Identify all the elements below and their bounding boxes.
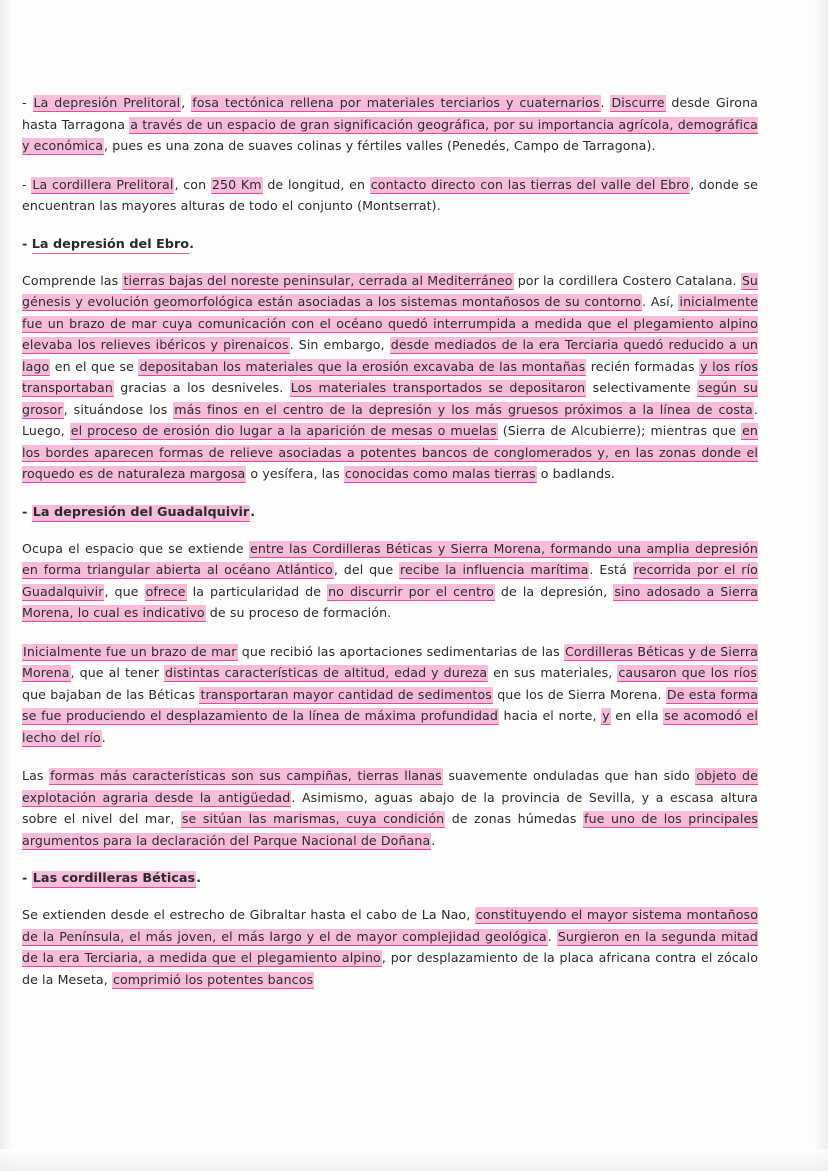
- text-run: gracias a los desniveles.: [113, 380, 290, 395]
- annotated-text-run: tierras bajas del noreste peninsular, cerrada al Mediterráneo: [123, 272, 513, 288]
- annotated-text-run: Los materiales transportados se depositaron: [290, 380, 586, 395]
- annotated-text-run: La depresión Prelitoral: [33, 95, 181, 110]
- annotated-text-run: depositaban los materiales que la erosión excavaba de las montañas: [139, 358, 586, 374]
- text-run: , por desplazamiento de la placa africana contra el zócalo de la Meseta,: [22, 950, 758, 987]
- annotated-text-run: Cordilleras Béticas y de Sierra Morena: [22, 643, 759, 680]
- text-run: , con: [174, 176, 211, 192]
- annotated-text-run: objeto de explotación agraria desde la antigüedad: [22, 768, 758, 805]
- annotated-text-run: recibe la influencia marítima: [399, 562, 589, 577]
- section-heading: [22, 868, 758, 889]
- annotated-text-run: La depresión del Guadalquivir: [32, 504, 250, 520]
- text-run: que los de Sierra Morena.: [492, 686, 666, 702]
- annotated-text-run: recorrida por el río Guadalquivir: [22, 562, 758, 599]
- text-run: Comprende las: [22, 272, 123, 288]
- text-run: . Está: [589, 562, 633, 577]
- text-run: .: [250, 504, 256, 520]
- body-paragraph: [22, 538, 758, 624]
- annotated-text-run: se acomodó el lecho del río: [22, 708, 758, 745]
- text-run: .: [189, 236, 194, 252]
- annotated-text-run: contacto directo con las tierras del valle del Ebro: [370, 176, 690, 192]
- annotated-text-run: y los ríos transportaban: [22, 358, 758, 395]
- annotated-text-run: transportaran mayor cantidad de sedimentos: [200, 686, 492, 702]
- body-paragraph: [22, 174, 758, 217]
- annotated-text-run: 250 Km: [211, 176, 262, 192]
- annotated-text-run: sino adosado a Sierra Morena, lo cual es indicativo: [22, 583, 758, 620]
- page-edge-right: [812, 0, 828, 1171]
- body-paragraph: [22, 92, 758, 157]
- text-run: Ocupa el espacio que se extiende: [22, 540, 249, 556]
- text-run: hacia el norte,: [498, 708, 602, 723]
- text-run: , del que: [333, 562, 399, 577]
- text-run: .: [196, 871, 201, 886]
- text-run: .: [600, 95, 611, 110]
- text-run: , situándose los: [63, 401, 174, 417]
- text-run: o badlands.: [536, 466, 616, 481]
- annotated-text-run: constituyendo el mayor sistema montañoso de la Península, el más joven, el más largo y el de mayor complejidad geológica: [22, 907, 758, 944]
- annotated-text-run: La cordillera Prelitoral: [32, 176, 174, 192]
- text-run: que bajaban de las Béticas: [22, 686, 200, 702]
- annotated-text-run: más finos en el centro de la depresión y los más gruesos próximos a la línea de costa: [174, 401, 753, 417]
- text-run: -: [22, 95, 33, 110]
- annotated-text-run: no discurrir por el centro: [328, 583, 494, 599]
- text-run: Se extienden desde el estrecho de Gibraltar hasta el cabo de La Nao,: [22, 907, 475, 922]
- text-run: -: [22, 504, 32, 520]
- document-body: [22, 92, 758, 1007]
- text-run: de longitud, en: [262, 176, 370, 192]
- text-run: en sus materiales,: [488, 665, 618, 680]
- text-run: selectivamente: [586, 380, 698, 395]
- text-run: . Asimismo, aguas abajo de la provincia de Sevilla, y a escasa altura sobre el nivel del mar,: [22, 789, 758, 826]
- text-run: . Sin embargo,: [289, 337, 390, 352]
- annotated-text-run: y: [602, 708, 610, 723]
- annotated-text-run: el proceso de erosión dio lugar a la aparición de mesas o muelas: [70, 423, 497, 438]
- text-run: , que al tener: [70, 665, 165, 680]
- text-run: (Sierra de Alcubierre); mientras que: [497, 423, 742, 438]
- text-run: -: [22, 176, 32, 192]
- text-run: -: [22, 871, 32, 886]
- annotated-text-run: causaron que los ríos: [618, 665, 757, 680]
- annotated-text-run: a través de un espacio de gran significación geográfica, por su importancia agrícola, demográfica y económica: [22, 116, 758, 153]
- text-run: , que: [104, 583, 145, 599]
- text-run: de la depresión,: [494, 583, 614, 599]
- annotated-text-run: conocidas como malas tierras: [344, 466, 536, 481]
- text-run: por la cordillera Costero Catalana.: [513, 272, 741, 288]
- text-run: que recibió las aportaciones sedimentarias de las: [237, 643, 564, 659]
- body-paragraph: [22, 270, 758, 485]
- text-run: o yesífera, las: [246, 466, 344, 481]
- body-paragraph: [22, 904, 758, 990]
- text-run: .: [547, 928, 557, 944]
- annotated-text-run: comprimió los potentes bancos: [112, 971, 314, 987]
- annotated-text-run: Discurre: [611, 95, 665, 110]
- annotated-text-run: La depresión del Ebro: [31, 236, 190, 252]
- text-run: de su proceso de formación.: [205, 605, 392, 620]
- text-run: de zonas húmedas: [445, 811, 584, 826]
- text-run: .: [101, 729, 106, 745]
- annotated-text-run: en los bordes aparecen formas de relieve asociadas a potentes bancos de conglomerados y, en las zonas donde el roquedo es de naturaleza margosa: [22, 423, 758, 481]
- text-run: la particularidad de: [186, 583, 328, 599]
- page-edge-bottom: [0, 1149, 828, 1171]
- annotated-text-run: según su grosor: [22, 380, 758, 417]
- annotated-text-run: fosa tectónica rellena por materiales terciarios y cuaternarios: [192, 95, 600, 110]
- text-run: . Luego,: [22, 401, 758, 438]
- annotated-text-run: fue uno de los principales argumentos para la declaración del Parque Nacional de Doñana: [22, 811, 758, 848]
- annotated-text-run: ofrece: [145, 583, 186, 599]
- annotated-text-run: inicialmente fue un brazo de mar cuya comunicación con el océano quedó interrumpida a medida que el plegamiento alpino elevaba los relieves ibéricos y pirenaicos: [22, 294, 758, 352]
- annotated-text-run: entre las Cordilleras Béticas y Sierra Morena, formando una amplia depresión en forma triangular abierta al océano Atlántico: [22, 540, 759, 577]
- section-heading: [22, 234, 758, 255]
- text-run: suavemente onduladas que han sido: [442, 768, 696, 783]
- annotated-text-run: De esta forma se fue produciendo el desplazamiento de la línea de máxima profundidad: [22, 686, 759, 723]
- annotated-text-run: formas más características son sus campiñas, tierras llanas: [50, 768, 442, 783]
- text-run: ,: [181, 95, 192, 110]
- text-run: . Así,: [642, 294, 679, 309]
- body-paragraph: [22, 641, 758, 749]
- text-run: , pues es una zona de suaves colinas y fértiles valles (Penedés, Campo de Tarragona).: [104, 138, 656, 153]
- annotated-text-run: desde mediados de la era Terciaria quedó reducido a un lago: [22, 337, 758, 374]
- text-run: recién formadas: [586, 358, 700, 374]
- annotated-text-run: se sitúan las marismas, cuya condición: [181, 811, 445, 826]
- annotated-text-run: Surgieron en la segunda mitad de la era Terciaria, a medida que el plegamiento alpino: [22, 928, 758, 965]
- text-run: en el que se: [50, 358, 139, 374]
- annotated-text-run: Las cordilleras Béticas: [32, 871, 196, 886]
- text-run: -: [22, 236, 32, 252]
- text-run: .: [431, 832, 436, 848]
- text-run: en ella: [610, 708, 664, 723]
- text-run: desde Girona hasta Tarragona: [22, 95, 758, 132]
- page-edge-left: [0, 0, 14, 1171]
- text-run: , donde se encuentran las mayores alturas de todo el conjunto (Montserrat).: [22, 176, 759, 213]
- section-heading: [22, 502, 758, 523]
- annotated-text-run: distintas características de altitud, edad y dureza: [165, 665, 488, 680]
- annotated-text-run: Inicialmente fue un brazo de mar: [23, 643, 237, 659]
- annotated-text-run: Su génesis y evolución geomorfológica están asociadas a los sistemas montañosos de su contorno: [22, 272, 759, 309]
- text-run: Las: [22, 768, 50, 783]
- body-paragraph: [22, 765, 758, 851]
